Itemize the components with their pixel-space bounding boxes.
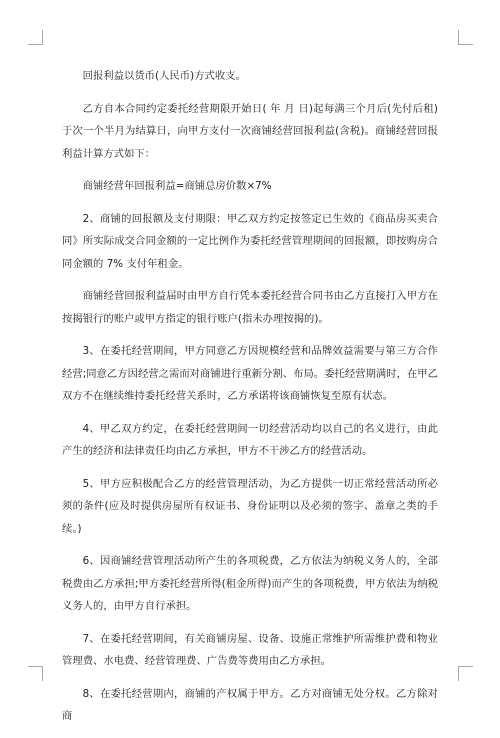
paragraph-settlement-schedule: 乙方自本合同约定委托经营期限开始日( 年 月 日)起每满三个月后(先付后租)于次一个半月为结算日，向甲方支付一次商铺经营回报利益(含税)。商铺经营回报利益计算方式如下： xyxy=(62,102,438,160)
paragraph-formula: 商铺经营年回报利益=商铺总房价数×7% xyxy=(82,180,272,192)
document-body xyxy=(62,65,438,738)
paragraph-clause-5: 5、甲方应积极配合乙方的经营管理活动，为乙方提供一切正常经营活动所必须的条件(应及时提供房屋所有权证书、身份证明以及必须的签字、盖章之类的手续。) xyxy=(62,477,438,535)
paragraph-clause-3: 3、在委托经营期间，甲方同意乙方因规模经营和品牌效益需要与第三方合作经营;同意乙方因经营之需而对商铺进行重新分割、布局。委托经营期满时，在甲乙双方不在继续维持委托经营关系时，乙方承诺将该商铺恢复至原有状态。 xyxy=(62,345,439,402)
paragraph-payment-account: 商铺经营回报利益届时由甲方自行凭本委托经营合同书由乙方直接打入甲方在按揭银行的账户或甲方指定的银行账户(指未办理按揭的)。 xyxy=(62,290,438,325)
paragraph-clause-2: 2、商铺的回报额及支付期限：甲乙双方约定按签定已生效的《商品房买卖合同》所实际成交合同金额的一定比例作为委托经营管理期间的回报额，即按购房合同金额的 7% 支付年租金。 xyxy=(62,212,438,270)
paragraph-clause-4: 4、甲乙双方约定，在委托经营期间一切经营活动均以自己的名义进行，由此产生的经济和法律责任均由乙方承担，甲方不干涉乙方的经营活动。 xyxy=(62,422,438,457)
crop-mark-bottom-left xyxy=(28,666,43,681)
crop-mark-top-right xyxy=(458,30,473,45)
paragraph-clause-7: 7、在委托经营期间，有关商铺房屋、设备、设施正常维护所需维护费和物业管理费、水电费、经营管理费、广告费等费用由乙方承担。 xyxy=(62,632,438,667)
paragraph-payment-currency: 回报利益以货币(人民币)方式收支。 xyxy=(82,70,246,82)
paragraph-clause-6: 6、因商铺经营管理活动所产生的各项税费，乙方依法为纳税义务人的，全部税费由乙方承担;甲方委托经营所得(租金所得)而产生的各项税费，甲方依法为纳税义务人的，由甲方自行承担。 xyxy=(62,555,438,612)
crop-mark-top-left xyxy=(28,30,43,45)
crop-mark-bottom-right xyxy=(458,666,473,681)
paragraph-clause-8: 8、在委托经营期内，商铺的产权属于甲方。乙方对商铺无处分权。乙方除对商 xyxy=(62,687,438,722)
